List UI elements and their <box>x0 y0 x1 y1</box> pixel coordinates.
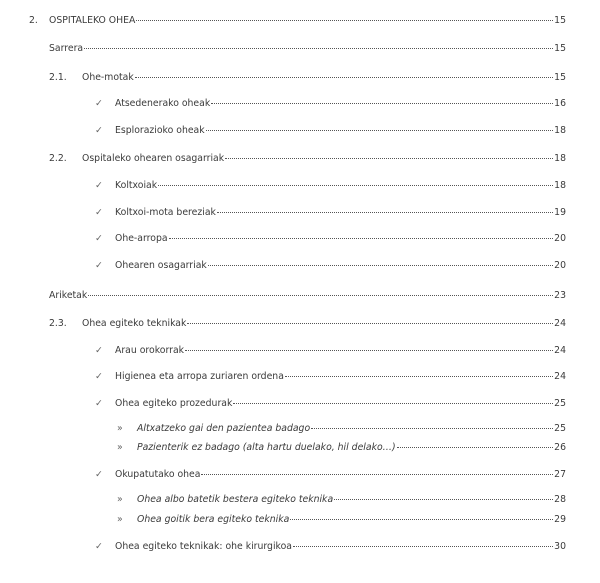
entry-title: Ohea egiteko teknikak: ohe kirurgikoa <box>115 541 292 552</box>
dot-leader <box>201 474 553 475</box>
dot-leader <box>169 238 553 239</box>
checkmark-icon: ✓ <box>95 469 103 480</box>
page-number: 24 <box>554 371 566 382</box>
toc-entry[interactable] <box>95 232 566 245</box>
toc-entry[interactable] <box>49 42 566 55</box>
double-chevron-icon: » <box>117 514 123 525</box>
section-number: 2.3. <box>49 318 67 329</box>
checkmark-icon: ✓ <box>95 233 103 244</box>
page-number: 15 <box>554 15 566 26</box>
toc-entry[interactable] <box>117 493 566 506</box>
dot-leader <box>158 185 553 186</box>
page-number: 29 <box>554 514 566 525</box>
toc-entry[interactable] <box>95 540 566 553</box>
page-number: 19 <box>554 207 566 218</box>
page-number: 24 <box>554 318 566 329</box>
page-number: 28 <box>554 494 566 505</box>
toc-entry[interactable] <box>95 344 566 357</box>
toc-entry[interactable] <box>49 289 566 302</box>
toc-entry[interactable] <box>95 124 566 137</box>
dot-leader <box>397 447 553 448</box>
toc-entry[interactable] <box>117 513 566 526</box>
page-number: 20 <box>554 233 566 244</box>
entry-title: Esplorazioko oheak <box>115 125 205 136</box>
entry-title: Koltxoi-mota bereziak <box>115 207 216 218</box>
entry-title: Arau orokorrak <box>115 345 185 356</box>
toc-entry[interactable] <box>117 422 566 435</box>
page-number: 18 <box>554 153 566 164</box>
entry-title: Pazienterik ez badago (alta hartu duelako, hil delako…) <box>137 442 396 453</box>
dot-leader <box>334 499 553 500</box>
section-number: 2.1. <box>49 72 67 83</box>
dot-leader <box>88 295 553 296</box>
page-number: 23 <box>554 290 566 301</box>
dot-leader <box>206 130 553 131</box>
dot-leader <box>84 48 553 49</box>
page-number: 26 <box>554 442 566 453</box>
double-chevron-icon: » <box>117 423 123 434</box>
page-number: 15 <box>554 72 566 83</box>
toc-entry[interactable] <box>95 97 566 110</box>
entry-title: Ohea goitik bera egiteko teknika <box>137 514 290 525</box>
entry-title: Ohea egiteko prozedurak <box>115 398 233 409</box>
section-number: 2.2. <box>49 153 67 164</box>
page-number: 25 <box>554 423 566 434</box>
page-number: 18 <box>554 180 566 191</box>
toc-entry[interactable] <box>49 317 566 330</box>
dot-leader <box>311 428 553 429</box>
dot-leader <box>135 77 553 78</box>
page-number: 30 <box>554 541 566 552</box>
dot-leader <box>290 519 553 520</box>
toc-entry[interactable] <box>49 71 566 84</box>
toc-entry[interactable] <box>117 441 566 454</box>
toc-entry[interactable] <box>29 14 566 27</box>
entry-title: Ohearen osagarriak <box>115 260 207 271</box>
dot-leader <box>293 546 553 547</box>
chapter-number: 2. <box>29 15 38 26</box>
toc-entry[interactable] <box>95 370 566 383</box>
dot-leader <box>211 103 553 104</box>
entry-title: Ohea egiteko teknikak <box>82 318 187 329</box>
entry-title: Higienea eta arropa zuriaren ordena <box>115 371 284 382</box>
toc-entry[interactable] <box>95 468 566 481</box>
dot-leader <box>233 403 553 404</box>
checkmark-icon: ✓ <box>95 125 103 136</box>
entry-title: Sarrera <box>49 43 84 54</box>
dot-leader <box>225 158 553 159</box>
entry-title: Ariketak <box>49 290 88 301</box>
toc-entry[interactable] <box>49 152 566 165</box>
dot-leader <box>217 212 553 213</box>
checkmark-icon: ✓ <box>95 180 103 191</box>
page-number: 16 <box>554 98 566 109</box>
page-number: 24 <box>554 345 566 356</box>
checkmark-icon: ✓ <box>95 207 103 218</box>
dot-leader <box>136 20 553 21</box>
checkmark-icon: ✓ <box>95 541 103 552</box>
entry-title: Okupatutako ohea <box>115 469 201 480</box>
double-chevron-icon: » <box>117 442 123 453</box>
dot-leader <box>185 350 553 351</box>
entry-title: Ospitaleko ohearen osagarriak <box>82 153 225 164</box>
checkmark-icon: ✓ <box>95 260 103 271</box>
page-number: 15 <box>554 43 566 54</box>
page-number: 20 <box>554 260 566 271</box>
toc-entry[interactable] <box>95 259 566 272</box>
checkmark-icon: ✓ <box>95 371 103 382</box>
dot-leader <box>187 323 553 324</box>
page-number: 25 <box>554 398 566 409</box>
checkmark-icon: ✓ <box>95 98 103 109</box>
entry-title: OSPITALEKO OHEA <box>49 15 136 26</box>
page-number: 27 <box>554 469 566 480</box>
page-number: 18 <box>554 125 566 136</box>
toc-entry[interactable] <box>95 206 566 219</box>
toc-entry[interactable] <box>95 179 566 192</box>
entry-title: Altxatzeko gai den pazientea badago <box>137 423 311 434</box>
entry-title: Atsedenerako oheak <box>115 98 211 109</box>
entry-title: Koltxoiak <box>115 180 158 191</box>
checkmark-icon: ✓ <box>95 345 103 356</box>
double-chevron-icon: » <box>117 494 123 505</box>
entry-title: Ohe-arropa <box>115 233 168 244</box>
toc-entry[interactable] <box>95 397 566 410</box>
entry-title: Ohe-motak <box>82 72 134 83</box>
entry-title: Ohea albo batetik bestera egiteko teknika <box>137 494 334 505</box>
checkmark-icon: ✓ <box>95 398 103 409</box>
dot-leader <box>208 265 553 266</box>
dot-leader <box>285 376 553 377</box>
